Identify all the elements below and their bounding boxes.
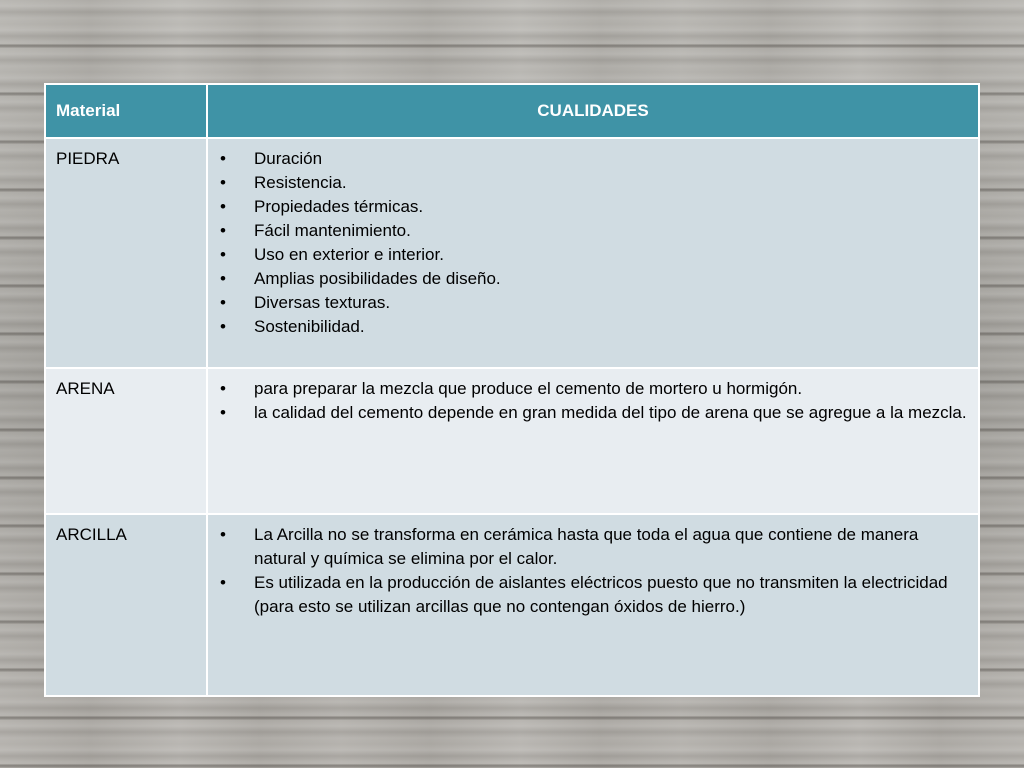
list-item: • Resistencia. [218,171,968,195]
qualities-list [218,523,968,619]
qualities-list [218,377,968,425]
list-item: • Es utilizada en la producción de aislantes eléctricos puesto que no transmiten la electricidad (para esto se utilizan arcillas que no contengan óxidos de hierro.) [218,571,968,619]
list-item: • para preparar la mezcla que produce el cemento de mortero u hormigón. [218,377,968,401]
table-row-arcilla [45,514,979,696]
list-item: • la calidad del cemento depende en gran medida del tipo de arena que se agregue a la mezcla. [218,401,968,425]
list-item: • Fácil mantenimiento. [218,219,968,243]
material-cell: ARCILLA [45,514,207,696]
list-item: • Propiedades térmicas. [218,195,968,219]
qualities-cell [207,138,979,368]
header-material: Material [45,84,207,138]
list-item: • Amplias posibilidades de diseño. [218,267,968,291]
table-header-row [45,84,979,138]
list-item: • Diversas texturas. [218,291,968,315]
qualities-cell [207,368,979,514]
table-row-piedra [45,138,979,368]
materials-table [44,83,980,697]
header-qualities: CUALIDADES [207,84,979,138]
list-item: • Sostenibilidad. [218,315,968,339]
list-item: • La Arcilla no se transforma en cerámica hasta que toda el agua que contiene de manera natural y química se elimina por el calor. [218,523,968,571]
material-cell: ARENA [45,368,207,514]
table-row-arena [45,368,979,514]
material-cell: PIEDRA [45,138,207,368]
qualities-list [218,147,968,339]
list-item: • Duración [218,147,968,171]
qualities-cell [207,514,979,696]
list-item: • Uso en exterior e interior. [218,243,968,267]
